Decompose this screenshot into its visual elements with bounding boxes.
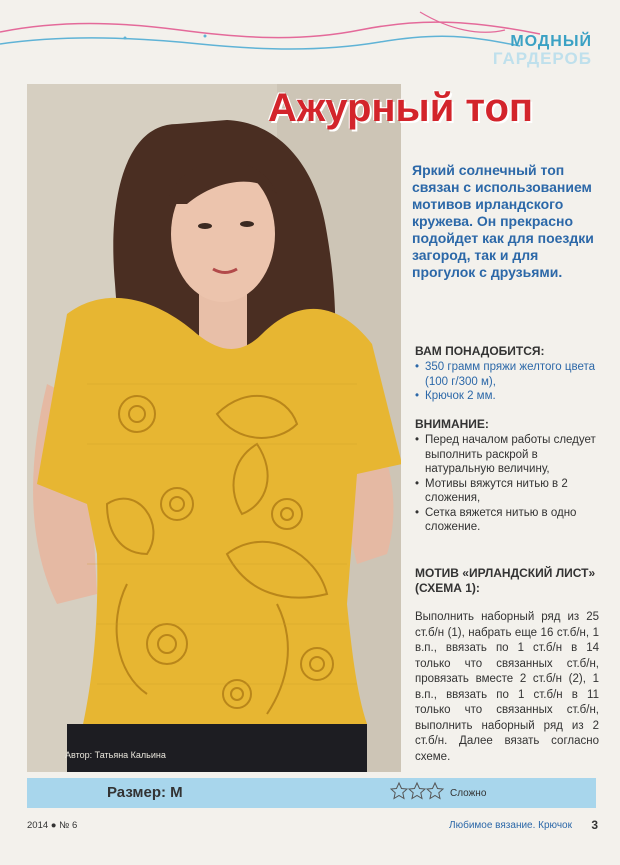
star-icon [427,783,443,799]
attention-item: • Мотивы вяжутся нитью в 2 сложения, [415,477,599,506]
attention-heading: ВНИМАНИЕ: [415,417,489,431]
section-label [493,34,592,67]
attention-item: • Сетка вяжется нитью в одно сложение. [415,506,599,535]
motif-heading: МОТИВ «ИРЛАНДСКИЙ ЛИСТ» (СХЕМА 1): [415,566,596,595]
section-label-line1: МОДНЫЙ [510,33,592,50]
materials-item: • Крючок 2 мм. [415,389,599,404]
star-icon [391,783,407,799]
materials-list [415,360,599,404]
photo-credit: Автор: Татьяна Кальина [65,750,166,760]
section-label-line2: ГАРДЕРОБ [492,49,592,68]
page-number: 3 [591,818,598,832]
attention-list [415,433,599,535]
difficulty-label: Сложно [450,788,487,799]
difficulty-stars [390,781,446,801]
attention-item: • Перед началом работы следует выполнить раскрой в натуральную величину, [415,433,599,477]
article-title: Ажурный топ [268,86,534,130]
motif-instructions: Выполнить наборный ряд из 25 ст.б/н (1), набрать еще 16 ст.б/н, 1 в.п., ввязать по 1 ст.б/н в 14 только что связанных ст.б/н, провязать вместе 2 ст.б/н (2), 1 в.п., ввязать по 1 ст.б/н в 11 только что связанных ст.б/н, выполнить наборный ряд из 2 ст.б/н. Далее вязать согласно схеме. [415,611,599,763]
issue-info: 2014 ● № 6 [27,820,78,831]
size-label: Размер: M [107,784,183,801]
model-illustration [27,84,401,772]
model-photo [27,84,401,772]
materials-heading: ВАМ ПОНАДОБИТСЯ: [415,344,545,358]
magazine-name: Любимое вязание. Крючок [449,820,572,831]
star-icon [409,783,425,799]
materials-item: • 350 грамм пряжи желтого цвета (100 г/300 м), [415,360,599,389]
article-lede: Яркий солнечный топ связан с использованием мотивов ирландского кружева. Он прекрасно подойдет как для поездки загород, так и для прогулок с друзьями. [412,162,594,280]
